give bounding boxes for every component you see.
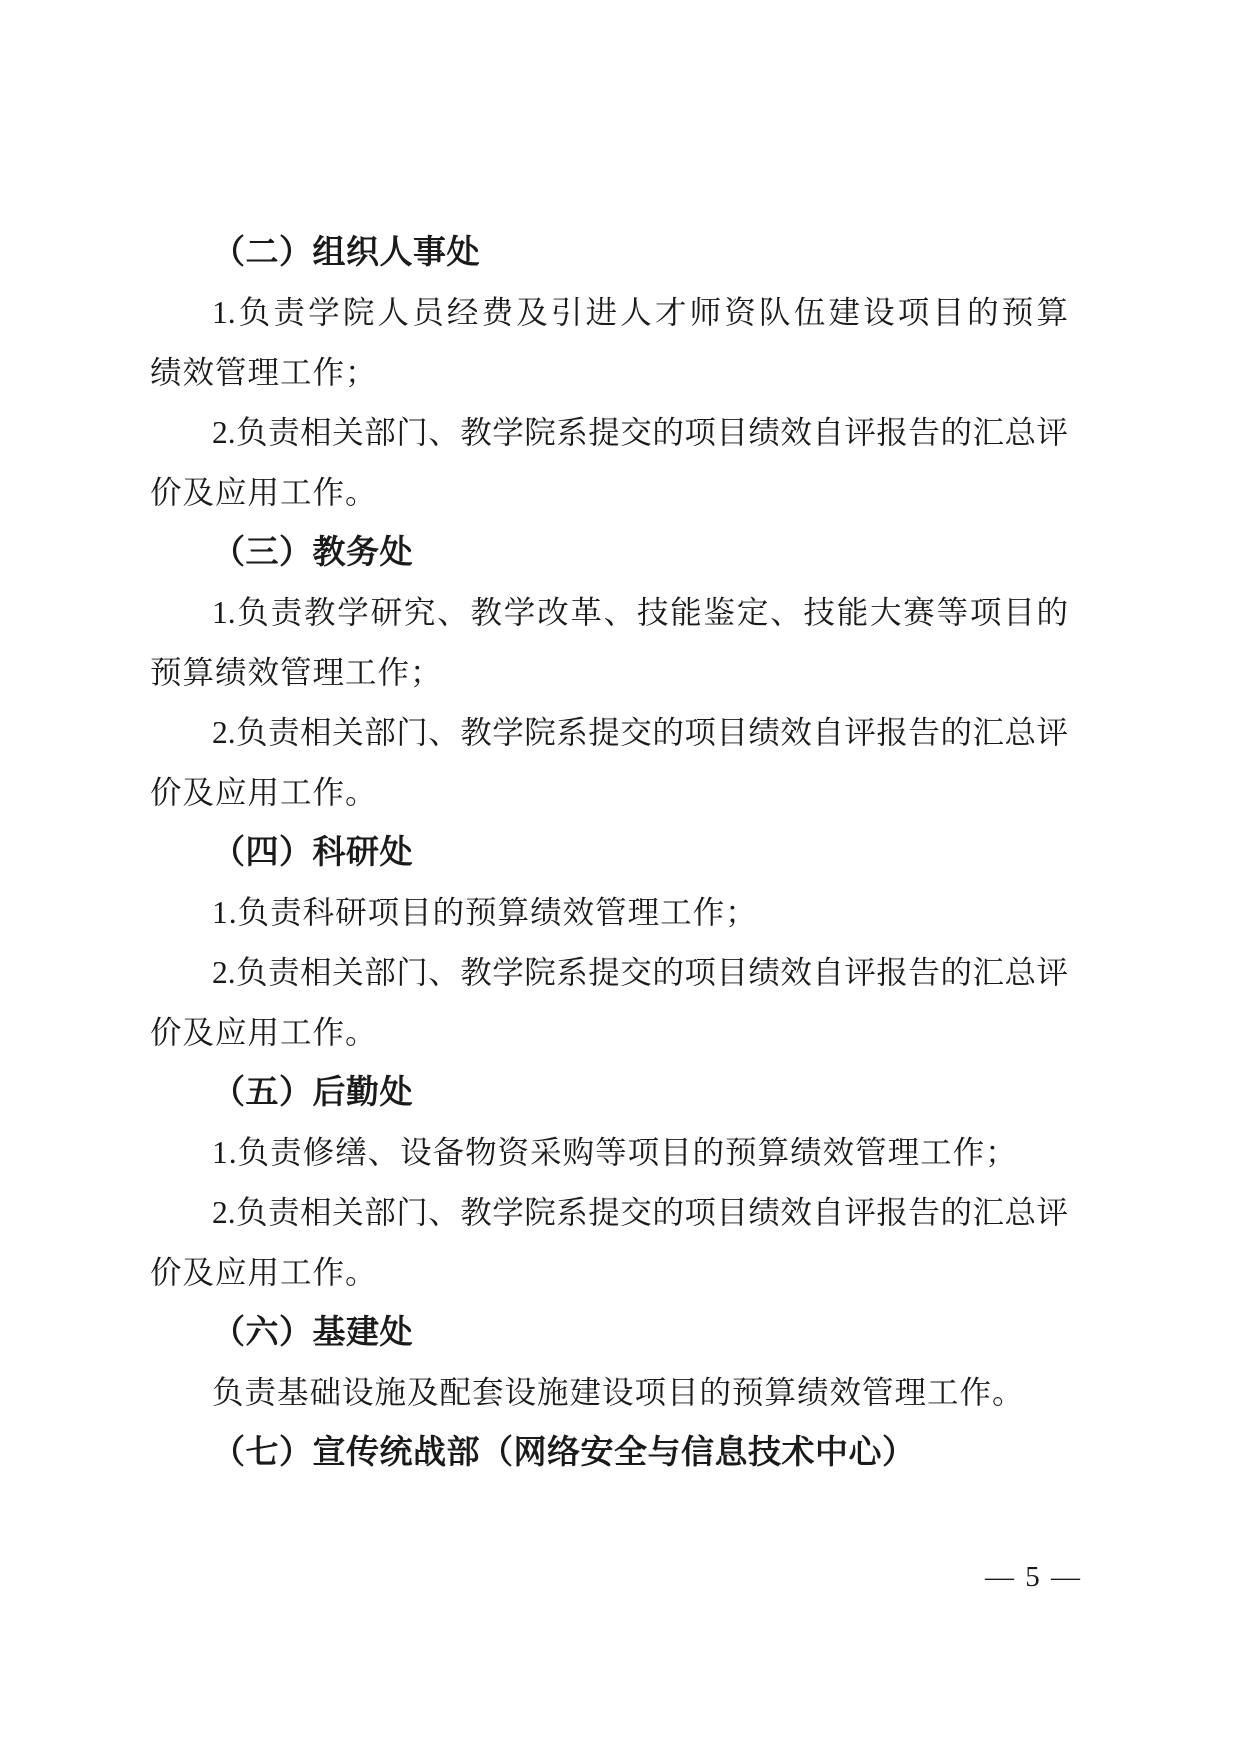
page-number: — 5 — [985,1561,1082,1593]
section-heading-organization-personnel: （二）组织人事处 [212,235,480,271]
body-line: 1.负责修缮、设备物资采购等项目的预算绩效管理工作； [212,1135,1018,1170]
body-line: 价及应用工作。 [150,1255,378,1290]
section-heading-academic-affairs: （三）教务处 [212,535,413,571]
body-line: 2.负责相关部门、教学院系提交的项目绩效自评报告的汇总评 [212,1195,1068,1230]
body-line: 2.负责相关部门、教学院系提交的项目绩效自评报告的汇总评 [212,955,1068,990]
body-line: 1.负责教学研究、教学改革、技能鉴定、技能大赛等项目的 [212,595,1068,630]
body-line: 1.负责科研项目的预算绩效管理工作； [212,895,758,930]
section-heading-infrastructure: （六）基建处 [212,1315,413,1351]
body-line: 绩效管理工作； [150,355,378,390]
body-line: 负责基础设施及配套设施建设项目的预算绩效管理工作。 [212,1375,1025,1410]
body-line: 1.负责学院人员经费及引进人才师资队伍建设项目的预算 [212,295,1068,330]
body-line: 2.负责相关部门、教学院系提交的项目绩效自评报告的汇总评 [212,415,1068,450]
body-line: 预算绩效管理工作； [150,655,443,690]
section-heading-research: （四）科研处 [212,835,413,871]
body-line: 价及应用工作。 [150,475,378,510]
section-heading-propaganda-united-front: （七）宣传统战部（网络安全与信息技术中心） [212,1435,916,1471]
body-line: 价及应用工作。 [150,1015,378,1050]
body-line: 价及应用工作。 [150,775,378,810]
section-heading-logistics: （五）后勤处 [212,1075,413,1111]
body-line: 2.负责相关部门、教学院系提交的项目绩效自评报告的汇总评 [212,715,1068,750]
document-body [150,223,1068,1483]
